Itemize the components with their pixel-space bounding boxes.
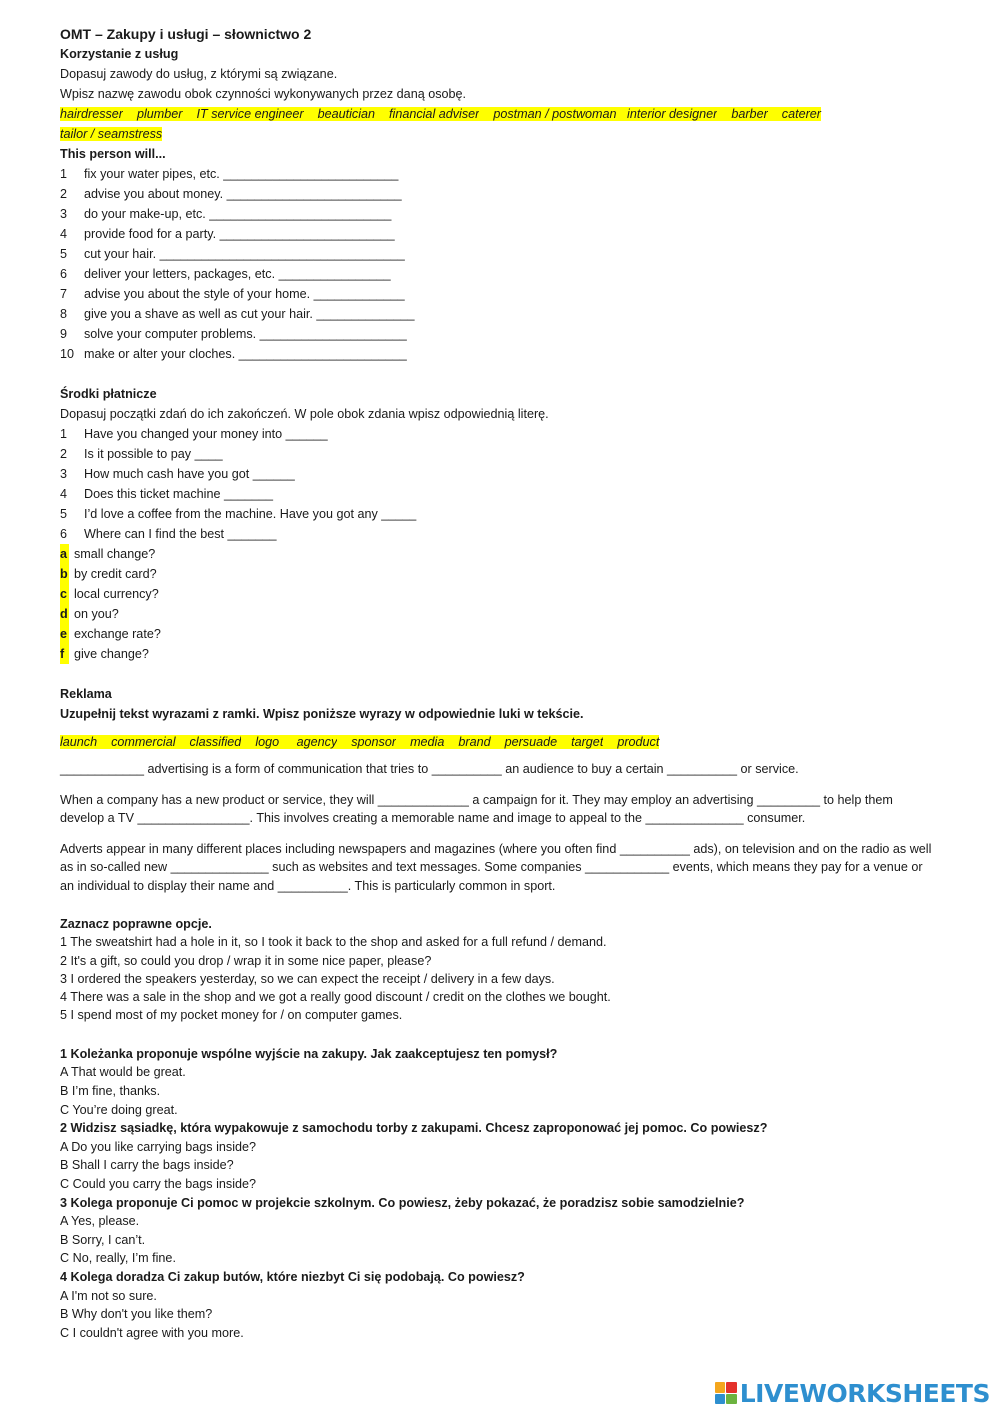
word-chip: classified (189, 735, 242, 749)
list-item[interactable]: 7 advise you about the style of your home. _____________ (60, 287, 405, 301)
list-item[interactable]: 3 do your make-up, etc. __________________________ (60, 207, 392, 221)
section2-items (60, 424, 940, 544)
section3-word-box (60, 732, 940, 752)
section5-questions (60, 1045, 940, 1343)
answer-option[interactable]: C No, really, I’m fine. (60, 1251, 176, 1266)
ending-item: a small change? (60, 544, 940, 564)
question-heading: 1 Koleżanka proponuje wspólne wyjście na zakupy. Jak zaakceptujesz ten pomysł? (60, 1046, 558, 1061)
answer-option[interactable]: B Shall I carry the bags inside? (60, 1158, 234, 1173)
word-chip: launch (60, 735, 98, 749)
answer-option[interactable]: B Sorry, I can’t. (60, 1232, 146, 1247)
page-title: OMT – Zakupy i usługi – słownictwo 2 (60, 26, 312, 42)
section3-instruction: Uzupełnij tekst wyrazami z ramki. Wpisz poniższe wyrazy w odpowiednie luki w tekście. (60, 707, 584, 721)
section2-heading: Środki płatnicze (60, 387, 157, 401)
section1-lead: This person will... (60, 147, 166, 161)
list-item[interactable]: 2 advise you about money. _________________________ (60, 187, 402, 201)
worksheet-page (60, 24, 940, 1342)
list-item[interactable]: 4 There was a sale in the shop and we got a really good discount / credit on the clothes we bought. (60, 990, 611, 1005)
word-chip: product (617, 735, 660, 749)
word-chip: target (571, 735, 604, 749)
list-item[interactable]: 6 Where can I find the best _______ (60, 527, 277, 541)
section1-instruction-1: Dopasuj zawody do usług, z którymi są związane. (60, 67, 338, 81)
word-chip: agency (296, 735, 338, 749)
word-chip: interior designer (627, 107, 718, 121)
paragraph-2[interactable]: When a company has a new product or service, they will _____________ a campaign for it. They may employ an advertising _________ to help them develop a TV ________________. This involves creating a memorable name and image to appeal to the ______________ consumer. (60, 792, 893, 825)
answer-option[interactable]: A That would be great. (60, 1065, 186, 1080)
list-item[interactable]: 5 I spend most of my pocket money for / on computer games. (60, 1008, 403, 1023)
liveworksheets-logo-icon (715, 1382, 737, 1404)
section2-instruction: Dopasuj początki zdań do ich zakończeń. W pole obok zdania wpisz odpowiednią literę. (60, 407, 549, 421)
list-item[interactable]: 2 Is it possible to pay ____ (60, 447, 223, 461)
word-chip: plumber (137, 107, 183, 121)
word-chip: IT service engineer (196, 107, 304, 121)
word-chip: financial adviser (389, 107, 480, 121)
question-heading: 2 Widzisz sąsiadkę, która wypakowuje z samochodu torby z zakupami. Chcesz zaproponować jej pomoc. Co powiesz? (60, 1121, 768, 1136)
ending-item: b by credit card? (60, 564, 940, 584)
word-chip: barber (731, 107, 768, 121)
list-item[interactable]: 3 I ordered the speakers yesterday, so we can expect the receipt / delivery in a few days. (60, 971, 555, 986)
section2-endings (60, 544, 940, 664)
word-chip: hairdresser (60, 107, 123, 121)
section3-heading: Reklama (60, 687, 112, 701)
answer-option[interactable]: C I couldn't agree with you more. (60, 1325, 244, 1340)
list-item[interactable]: 4 provide food for a party. _________________________ (60, 227, 395, 241)
ending-item: c local currency? (60, 584, 940, 604)
answer-option[interactable]: A Do you like carrying bags inside? (60, 1139, 257, 1154)
paragraph-3[interactable]: Adverts appear in many different places including newspapers and magazines (where you often find __________ ads), on television and on the radio as well as in so-called new ______________ such as websites and text messages. Some companies ____________ events, which means they pay for a venue or an individual to display their name and __________. This is particularly common in sport. (60, 841, 932, 893)
word-chip: commercial (111, 735, 176, 749)
ending-item: d on you? (60, 604, 940, 624)
answer-option[interactable]: C Could you carry the bags inside? (60, 1176, 257, 1191)
word-chip: logo (255, 735, 280, 749)
word-chip: persuade (504, 735, 558, 749)
list-item[interactable]: 1 Have you changed your money into ______ (60, 427, 328, 441)
word-chip: media (410, 735, 445, 749)
ending-item: f give change? (60, 644, 940, 664)
list-item[interactable]: 4 Does this ticket machine _______ (60, 487, 274, 501)
word-chip: postman / postwoman (493, 107, 617, 121)
list-item[interactable]: 1 fix your water pipes, etc. _________________________ (60, 167, 399, 181)
answer-option[interactable]: B I’m fine, thanks. (60, 1083, 161, 1098)
liveworksheets-logo[interactable] (715, 1379, 990, 1407)
list-item[interactable]: 6 deliver your letters, packages, etc. ________________ (60, 267, 391, 281)
section1-heading: Korzystanie z usług (60, 47, 179, 61)
list-item[interactable]: 5 I’d love a coffee from the machine. Have you got any _____ (60, 507, 417, 521)
word-chip: brand (458, 735, 491, 749)
answer-option[interactable]: A I'm not so sure. (60, 1288, 157, 1303)
word-chip: caterer (781, 107, 821, 121)
question-heading: 4 Kolega doradza Ci zakup butów, które niezbyt Ci się podobają. Co powiesz? (60, 1269, 525, 1284)
list-item[interactable]: 10 make or alter your cloches. ________________________ (60, 347, 407, 361)
paragraph-1[interactable]: ____________ advertising is a form of communication that tries to __________ an audience to buy a certain __________ or service. (60, 762, 799, 776)
list-item[interactable]: 1 The sweatshirt had a hole in it, so I took it back to the shop and asked for a full refund / demand. (60, 935, 607, 950)
section4-heading: Zaznacz poprawne opcje. (60, 917, 212, 931)
answer-option[interactable]: B Why don't you like them? (60, 1307, 213, 1322)
list-item[interactable]: 3 How much cash have you got ______ (60, 467, 295, 481)
list-item[interactable]: 9 solve your computer problems. _____________________ (60, 327, 407, 341)
logo-text: LIVEWORKSHEETS (739, 1378, 990, 1408)
list-item[interactable]: 2 It's a gift, so could you drop / wrap it in some nice paper, please? (60, 953, 432, 968)
answer-option[interactable]: C You’re doing great. (60, 1102, 178, 1117)
word-chip: sponsor (351, 735, 397, 749)
list-item[interactable]: 5 cut your hair. ___________________________________ (60, 247, 405, 261)
word-chip: tailor / seamstress (60, 127, 163, 141)
list-item[interactable]: 8 give you a shave as well as cut your hair. ______________ (60, 307, 415, 321)
section1-items (60, 164, 940, 364)
section4-items (60, 933, 940, 1024)
answer-option[interactable]: A Yes, please. (60, 1214, 140, 1229)
question-heading: 3 Kolega proponuje Ci pomoc w projekcie szkolnym. Co powiesz, żeby pokazać, że poradzisz sobie samodzielnie? (60, 1195, 745, 1210)
ending-item: e exchange rate? (60, 624, 940, 644)
word-chip: beautician (317, 107, 376, 121)
section1-word-box (60, 104, 940, 144)
section1-instruction-2: Wpisz nazwę zawodu obok czynności wykonywanych przez daną osobę. (60, 87, 467, 101)
